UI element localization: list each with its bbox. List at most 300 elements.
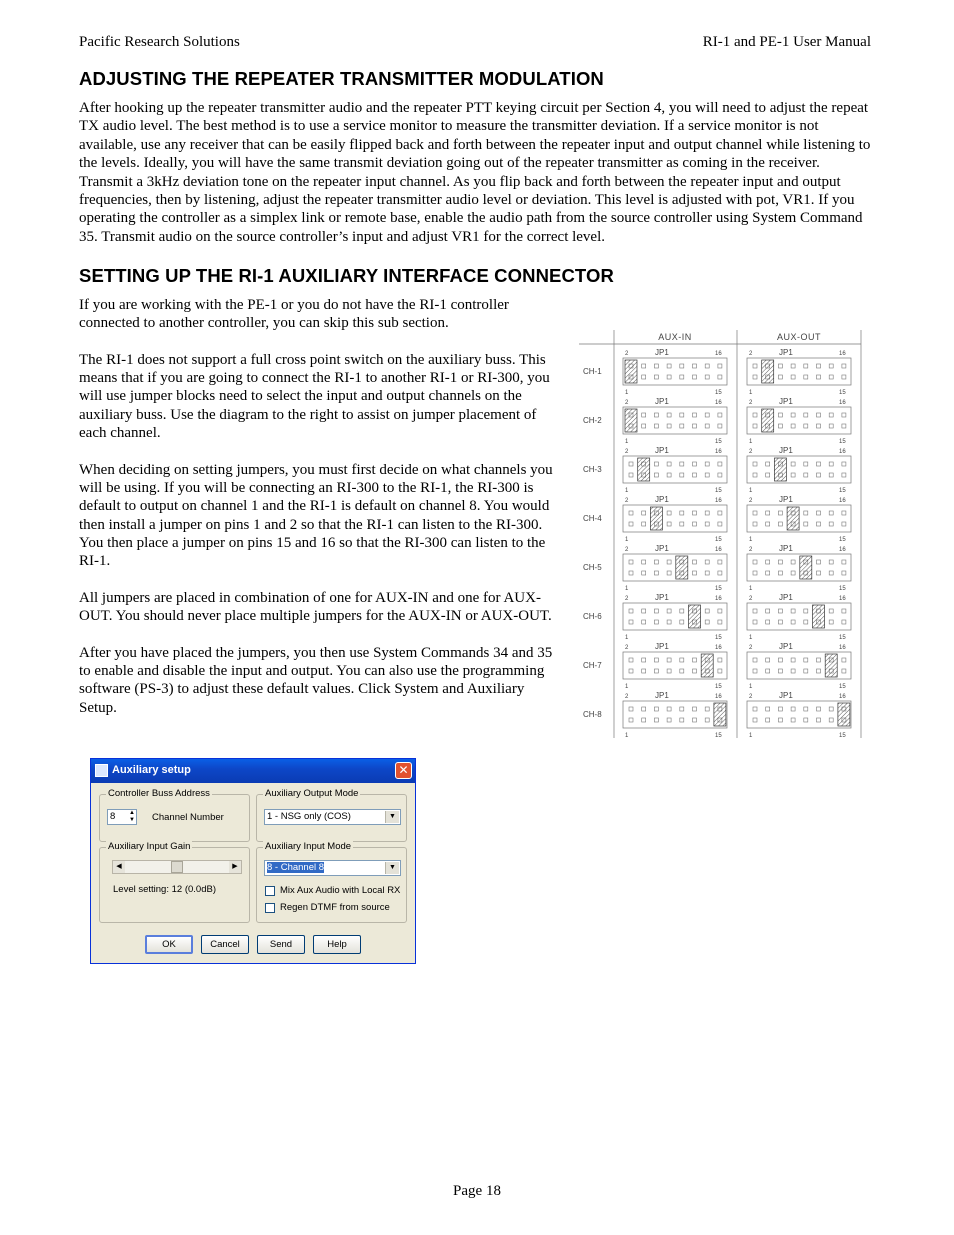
pin: [654, 364, 658, 368]
pin: [629, 718, 633, 722]
pin: [791, 718, 795, 722]
pin: [829, 522, 833, 526]
pin: [817, 511, 821, 515]
pin-label-bottom-left: 1: [749, 488, 753, 494]
pin: [693, 571, 697, 575]
pin-label-bottom-right: 15: [715, 586, 722, 592]
pin: [753, 364, 757, 368]
help-button[interactable]: Help: [313, 935, 361, 954]
header-company: Pacific Research Solutions: [79, 34, 240, 50]
pin: [705, 560, 709, 564]
pin: [693, 364, 697, 368]
pin: [705, 511, 709, 515]
pin: [680, 609, 684, 613]
jp1-label: JP1: [779, 495, 793, 504]
pin-label-bottom-right: 15: [715, 635, 722, 641]
pin: [705, 424, 709, 428]
slider-thumb[interactable]: [171, 861, 183, 873]
pin: [778, 669, 782, 673]
regen-dtmf-label: Regen DTMF from source: [280, 902, 390, 913]
jumper-in: [676, 556, 688, 579]
pin-label-top-right: 16: [715, 694, 722, 700]
pin: [718, 511, 722, 515]
pin-label-top-right: 16: [715, 449, 722, 455]
pin: [680, 620, 684, 624]
pin: [642, 364, 646, 368]
jp1-label: JP1: [655, 691, 669, 700]
jumper-block-in: [623, 358, 727, 385]
pin: [817, 522, 821, 526]
arrow-left-icon[interactable]: ◀: [113, 861, 125, 873]
pin: [766, 560, 770, 564]
jumper-block-in: [623, 603, 727, 630]
pin-label-top-right: 16: [715, 351, 722, 357]
input-mode-select[interactable]: [264, 860, 401, 876]
jumper-block-in: [623, 554, 727, 581]
buss-address-legend: Controller Buss Address: [108, 788, 210, 799]
pin: [804, 364, 808, 368]
channel-label: CH-3: [583, 465, 602, 474]
pin: [680, 413, 684, 417]
pin: [667, 413, 671, 417]
pin: [680, 522, 684, 526]
pin-label-top-right: 16: [839, 547, 846, 553]
output-mode-legend: Auxiliary Output Mode: [265, 788, 359, 799]
pin: [629, 609, 633, 613]
pin: [817, 571, 821, 575]
pin: [718, 609, 722, 613]
pin-label-top-left: 2: [749, 400, 753, 406]
pin: [778, 718, 782, 722]
pin: [642, 669, 646, 673]
pin: [654, 707, 658, 711]
pin-label-top-right: 16: [839, 694, 846, 700]
pin: [753, 511, 757, 515]
pin: [642, 609, 646, 613]
pin: [791, 609, 795, 613]
app-icon: [95, 764, 108, 777]
pin: [705, 522, 709, 526]
jp1-label: JP1: [655, 642, 669, 651]
pin-label-top-left: 2: [625, 498, 629, 504]
pin: [778, 522, 782, 526]
pin: [680, 707, 684, 711]
channel-number-spinner[interactable]: [107, 809, 137, 825]
aux-paragraph-3: When deciding on setting jumpers, you must first decide on what channels you will be using. If you will be connecting an RI-300 to the RI-1, the RI-300 is default to output on channel 1 and the RI-1 is default on channel 8. You would then install a jumper on pins 1 and 2 so that the RI-1 can listen to the RI-300. You then place a jumper on pins 15 and 16 so that the RI-300 can listen to the RI-1.: [79, 461, 553, 570]
pin-label-top-left: 2: [749, 596, 753, 602]
pin-label-top-right: 16: [715, 547, 722, 553]
pin-label-bottom-left: 1: [625, 733, 629, 739]
jumper-out: [838, 703, 850, 726]
pin: [817, 707, 821, 711]
pin: [667, 658, 671, 662]
pin: [693, 658, 697, 662]
pin-label-bottom-left: 1: [749, 635, 753, 641]
pin: [718, 375, 722, 379]
pin: [778, 413, 782, 417]
pin: [629, 511, 633, 515]
pin: [791, 364, 795, 368]
pin-label-bottom-left: 1: [625, 586, 629, 592]
pin: [693, 413, 697, 417]
pin: [667, 571, 671, 575]
jumper-out: [825, 654, 837, 677]
pin: [829, 511, 833, 515]
pin: [629, 560, 633, 564]
pin: [642, 571, 646, 575]
pin: [829, 718, 833, 722]
pin: [753, 522, 757, 526]
pin: [718, 473, 722, 477]
jumper-out: [800, 556, 812, 579]
pin: [791, 560, 795, 564]
pin: [766, 522, 770, 526]
modulation-paragraph: After hooking up the repeater transmitter audio and the repeater PTT keying circuit per Section 4, you will need to adjust the repeat TX audio level. The best method is to use a service monitor to measure the transmitter deviation. If a service monitor is not available, use any receiver that can be easily flipped back and forth between the repeater input and output channel while listening to the levels. Ideally, you will have the same transmit deviation going out of the repeater transmitter as coming in the receiver. Transmit a 3kHz deviation tone on the repeater input channel. As you flip back and forth between the repeater input and output frequencies, then by listening, adjust the repeater transmitter audio level or deviation. This level is adjusted with pot, VR1. If you operating the controller as a simplex link or remote base, enable the audio path from the source controller using System Command 35. Transmit audio on the source controller’s input and adjust VR1 for the correct level.: [79, 100, 871, 245]
pin: [642, 511, 646, 515]
pin-label-top-right: 16: [839, 596, 846, 602]
pin-label-bottom-right: 15: [715, 488, 722, 494]
aux-in-header: AUX-IN: [658, 332, 692, 342]
pin-label-top-left: 2: [749, 351, 753, 357]
pin-label-top-right: 16: [839, 645, 846, 651]
pin: [629, 473, 633, 477]
jumper-in: [650, 507, 662, 530]
channel-label: CH-6: [583, 612, 602, 621]
pin: [642, 620, 646, 624]
send-button[interactable]: Send: [257, 935, 305, 954]
jumper-out: [774, 458, 786, 481]
pin: [667, 364, 671, 368]
pin: [778, 571, 782, 575]
pin: [718, 364, 722, 368]
pin: [766, 658, 770, 662]
pin: [629, 658, 633, 662]
pin: [817, 718, 821, 722]
pin-label-bottom-left: 1: [625, 684, 629, 690]
pin: [629, 522, 633, 526]
close-icon[interactable]: ✕: [395, 762, 412, 779]
pin: [718, 424, 722, 428]
pin-label-bottom-left: 1: [749, 439, 753, 445]
pin: [642, 707, 646, 711]
pin: [718, 669, 722, 673]
jumper-in: [689, 605, 701, 628]
pin: [791, 707, 795, 711]
pin: [718, 560, 722, 564]
pin: [842, 473, 846, 477]
gain-level-text: Level setting: 12 (0.0dB): [113, 884, 216, 895]
page-number: Page 18: [453, 1183, 501, 1199]
aux-connector-text: [79, 296, 557, 735]
jp1-label: JP1: [779, 446, 793, 455]
jp1-label: JP1: [655, 446, 669, 455]
pin: [778, 620, 782, 624]
pin: [842, 669, 846, 673]
pin-label-bottom-left: 1: [749, 586, 753, 592]
pin: [642, 375, 646, 379]
jp1-label: JP1: [779, 348, 793, 357]
pin: [680, 424, 684, 428]
pin: [778, 364, 782, 368]
pin: [680, 718, 684, 722]
pin-label-top-right: 16: [839, 351, 846, 357]
pin-label-bottom-left: 1: [749, 537, 753, 543]
jumper-out: [787, 507, 799, 530]
pin: [829, 473, 833, 477]
pin: [842, 658, 846, 662]
pin: [817, 364, 821, 368]
pin: [753, 462, 757, 466]
pin: [842, 571, 846, 575]
jumper-in: [701, 654, 713, 677]
dialog-title: Auxiliary setup: [112, 764, 191, 776]
pin: [667, 620, 671, 624]
pin: [753, 473, 757, 477]
pin: [817, 473, 821, 477]
jumper-block-out: [747, 554, 851, 581]
pin-label-bottom-right: 15: [715, 390, 722, 396]
mix-aux-label: Mix Aux Audio with Local RX: [280, 885, 401, 896]
pin: [817, 658, 821, 662]
cancel-button[interactable]: Cancel: [201, 935, 249, 954]
pin-label-top-left: 2: [749, 498, 753, 504]
pin-label-top-left: 2: [625, 547, 629, 553]
pin: [654, 560, 658, 564]
pin: [766, 669, 770, 673]
pin-label-bottom-right: 15: [839, 488, 846, 494]
pin: [654, 375, 658, 379]
pin: [842, 413, 846, 417]
jumper-block-out: [747, 701, 851, 728]
pin: [791, 375, 795, 379]
output-mode-group: [256, 788, 407, 842]
pin: [667, 609, 671, 613]
pin-label-bottom-right: 15: [715, 733, 722, 739]
pin: [705, 609, 709, 613]
input-mode-value: 8 - Channel 8: [267, 862, 325, 873]
pin: [693, 707, 697, 711]
pin: [778, 707, 782, 711]
pin: [791, 669, 795, 673]
pin: [629, 462, 633, 466]
pin: [693, 424, 697, 428]
pin: [642, 718, 646, 722]
pin: [766, 609, 770, 613]
section-title-modulation: ADJUSTING THE REPEATER TRANSMITTER MODULATION: [79, 68, 604, 89]
pin: [842, 424, 846, 428]
pin: [804, 424, 808, 428]
pin: [642, 560, 646, 564]
pin: [778, 511, 782, 515]
pin: [817, 669, 821, 673]
pin-label-bottom-left: 1: [625, 488, 629, 494]
pin: [842, 462, 846, 466]
channel-label: CH-2: [583, 416, 602, 425]
jumper-block-out: [747, 456, 851, 483]
pin: [693, 511, 697, 515]
pin: [667, 462, 671, 466]
pin: [778, 658, 782, 662]
pin: [693, 669, 697, 673]
pin: [667, 669, 671, 673]
channel-label: CH-4: [583, 514, 602, 523]
pin: [804, 609, 808, 613]
pin-label-top-right: 16: [839, 400, 846, 406]
pin: [791, 413, 795, 417]
regen-dtmf-checkbox[interactable]: [265, 903, 275, 913]
pin-label-top-right: 16: [839, 498, 846, 504]
pin: [693, 462, 697, 466]
pin-label-bottom-left: 1: [625, 390, 629, 396]
jumper-in: [638, 458, 650, 481]
pin-label-bottom-right: 15: [715, 439, 722, 445]
input-gain-slider[interactable]: [112, 860, 242, 874]
pin: [680, 364, 684, 368]
pin: [817, 413, 821, 417]
jumper-out: [762, 409, 774, 432]
pin: [642, 522, 646, 526]
pin: [791, 424, 795, 428]
pin: [842, 522, 846, 526]
pin: [718, 462, 722, 466]
pin: [718, 413, 722, 417]
jp1-label: JP1: [779, 397, 793, 406]
pin: [791, 658, 795, 662]
aux-paragraph-1: If you are working with the PE-1 or you do not have the RI-1 controller connected to another controller, you can skip this sub section.: [79, 297, 509, 332]
pin: [705, 718, 709, 722]
channel-label: CH-8: [583, 710, 602, 719]
pin-label-bottom-left: 1: [625, 537, 629, 543]
jumper-block-out: [747, 603, 851, 630]
pin: [766, 511, 770, 515]
input-gain-group: [99, 841, 250, 923]
pin-label-bottom-left: 1: [625, 635, 629, 641]
dialog-titlebar[interactable]: [91, 759, 415, 783]
pin-label-bottom-left: 1: [625, 439, 629, 445]
pin-label-top-left: 2: [625, 400, 629, 406]
pin: [680, 375, 684, 379]
section-title-aux-connector: SETTING UP THE RI-1 AUXILIARY INTERFACE CONNECTOR: [79, 265, 614, 286]
arrow-right-icon[interactable]: ▶: [229, 861, 241, 873]
auxiliary-setup-dialog: [90, 758, 416, 964]
pin: [705, 364, 709, 368]
pin: [718, 658, 722, 662]
output-mode-select[interactable]: [264, 809, 401, 825]
pin: [654, 571, 658, 575]
jumper-block-in: [623, 701, 727, 728]
pin: [629, 571, 633, 575]
pin: [667, 511, 671, 515]
pin: [753, 424, 757, 428]
pin: [817, 462, 821, 466]
pin: [654, 424, 658, 428]
pin: [753, 609, 757, 613]
pin: [804, 718, 808, 722]
pin: [642, 658, 646, 662]
pin-label-top-right: 16: [715, 498, 722, 504]
pin: [766, 718, 770, 722]
output-mode-value: 1 - NSG only (COS): [267, 811, 351, 822]
pin: [654, 658, 658, 662]
pin: [778, 375, 782, 379]
pin: [804, 707, 808, 711]
chevron-down-icon[interactable]: ▼: [385, 862, 399, 874]
pin: [842, 609, 846, 613]
chevron-down-icon[interactable]: ▼: [385, 811, 399, 823]
aux-paragraph-2: The RI-1 does not support a full cross point switch on the auxiliary buss. This means that if you are going to connect the RI-1 to another RI-1 or RI-300, you will use jumper blocks need to select the input and output channels on the auxiliary buss. Use the diagram to the right to assist on jumper placement of each channel.: [79, 351, 550, 442]
pin: [642, 424, 646, 428]
pin: [693, 473, 697, 477]
pin-label-top-left: 2: [625, 694, 629, 700]
pin-label-top-left: 2: [625, 351, 629, 357]
channel-number-label: Channel Number: [152, 812, 224, 823]
jumper-out: [762, 360, 774, 383]
pin: [753, 658, 757, 662]
pin: [778, 424, 782, 428]
pin-label-top-left: 2: [749, 547, 753, 553]
pin: [791, 620, 795, 624]
pin: [804, 669, 808, 673]
pin: [753, 707, 757, 711]
pin: [667, 522, 671, 526]
pin-label-top-left: 2: [625, 449, 629, 455]
pin: [817, 375, 821, 379]
pin: [829, 571, 833, 575]
pin: [829, 560, 833, 564]
pin: [629, 620, 633, 624]
pin: [693, 522, 697, 526]
pin-label-bottom-right: 15: [839, 733, 846, 739]
jp1-label: JP1: [655, 348, 669, 357]
pin: [842, 375, 846, 379]
buss-address-group: [99, 788, 250, 842]
pin: [766, 473, 770, 477]
pin: [842, 511, 846, 515]
pin: [667, 707, 671, 711]
input-gain-legend: Auxiliary Input Gain: [108, 841, 191, 852]
pin: [766, 571, 770, 575]
pin: [680, 658, 684, 662]
pin: [753, 571, 757, 575]
pin: [705, 375, 709, 379]
spin-arrows-icon[interactable]: ▲ ▼: [129, 810, 135, 823]
jp1-label: JP1: [655, 495, 669, 504]
pin: [829, 620, 833, 624]
input-mode-group: [256, 841, 407, 923]
pin: [654, 473, 658, 477]
jumper-out: [813, 605, 825, 628]
mix-aux-checkbox[interactable]: [265, 886, 275, 896]
pin: [829, 707, 833, 711]
pin: [705, 707, 709, 711]
pin: [667, 473, 671, 477]
pin-label-bottom-right: 15: [839, 390, 846, 396]
pin: [829, 375, 833, 379]
pin: [817, 424, 821, 428]
jumper-block-in: [623, 407, 727, 434]
pin-label-top-right: 16: [839, 449, 846, 455]
pin: [705, 462, 709, 466]
jumper-in: [625, 409, 637, 432]
pin: [680, 669, 684, 673]
pin: [766, 707, 770, 711]
pin-label-top-right: 16: [715, 596, 722, 602]
pin-label-bottom-right: 15: [839, 537, 846, 543]
pin: [804, 658, 808, 662]
pin: [654, 718, 658, 722]
ok-button[interactable]: OK: [145, 935, 193, 954]
pin: [667, 375, 671, 379]
